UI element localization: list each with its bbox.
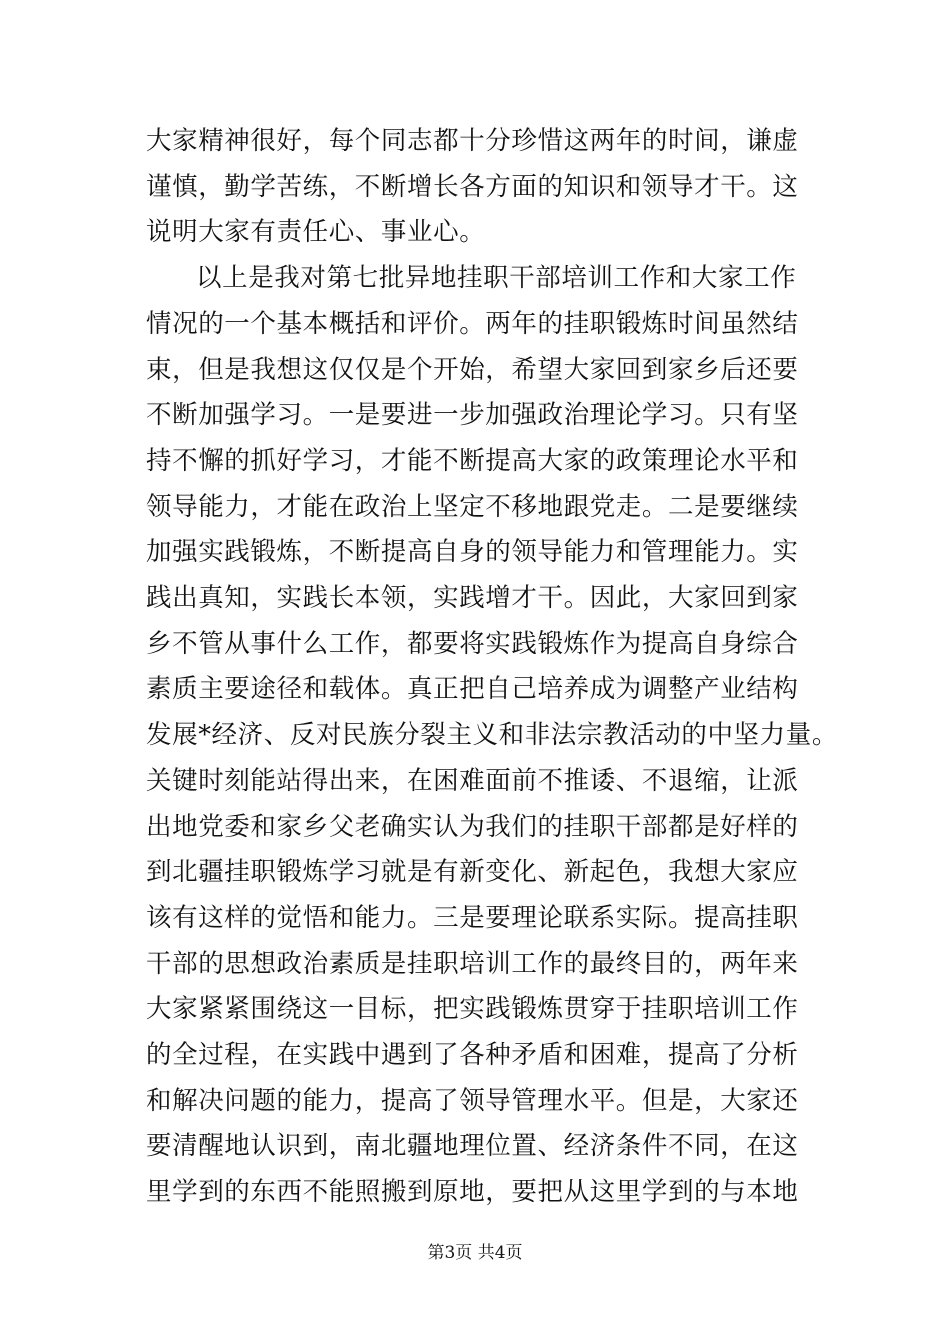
text-line: 谨慎，勤学苦练，不断增长各方面的知识和领导才干。这: [146, 171, 799, 202]
text-line: 持不懈的抓好学习，才能不断提高大家的政策理论水平和: [146, 445, 799, 476]
text-line: 到北疆挂职锻炼学习就是有新变化、新起色，我想大家应: [146, 857, 799, 888]
text-line: 大家紧紧围绕这一目标，把实践锻炼贯穿于挂职培训工作: [146, 994, 799, 1025]
text-line: 干部的思想政治素质是挂职培训工作的最终目的，两年来: [146, 948, 799, 979]
text-line: 该有这样的觉悟和能力。三是要理论联系实际。提高挂职: [146, 902, 799, 933]
text-line: 关键时刻能站得出来，在困难面前不推诿、不退缩，让派: [146, 765, 799, 796]
text-line: 素质主要途径和载体。真正把自己培养成为调整产业结构: [146, 674, 799, 705]
text-line: 大家精神很好，每个同志都十分珍惜这两年的时间，谦虚: [146, 126, 799, 156]
text-line: 践出真知，实践长本领，实践增才干。因此，大家回到家: [146, 583, 799, 613]
text-line: 加强实践锻炼，不断提高自身的领导能力和管理能力。实: [146, 537, 799, 568]
text-line: 要清醒地认识到，南北疆地理位置、经济条件不同，在这: [146, 1131, 799, 1162]
text-line: 发展*经济、反对民族分裂主义和非法宗教活动的中坚力量。: [146, 720, 838, 751]
text-line: 说明大家有责任心、事业心。: [146, 217, 486, 248]
text-line: 的全过程，在实践中遇到了各种矛盾和困难，提高了分析: [146, 1040, 799, 1070]
text-line: 里学到的东西不能照搬到原地，要把从这里学到的与本地: [146, 1177, 799, 1208]
text-line: 情况的一个基本概括和评价。两年的挂职锻炼时间虽然结: [146, 308, 799, 339]
text-line: 领导能力，才能在政治上坚定不移地跟党走。二是要继续: [146, 491, 799, 522]
text-line: 出地党委和家乡父老确实认为我们的挂职干部都是好样的: [146, 811, 799, 842]
page-footer: 第3页 共4页: [427, 1243, 523, 1263]
text-line: 以上是我对第七批异地挂职干部培训工作和大家工作: [196, 263, 797, 294]
text-line: 和解决问题的能力，提高了领导管理水平。但是，大家还: [146, 1085, 799, 1116]
text-line: 不断加强学习。一是要进一步加强政治理论学习。只有坚: [146, 400, 799, 431]
text-line: 乡不管从事什么工作，都要将实践锻炼作为提高自身综合: [146, 628, 799, 659]
text-line: 束，但是我想这仅仅是个开始，希望大家回到家乡后还要: [146, 354, 799, 385]
